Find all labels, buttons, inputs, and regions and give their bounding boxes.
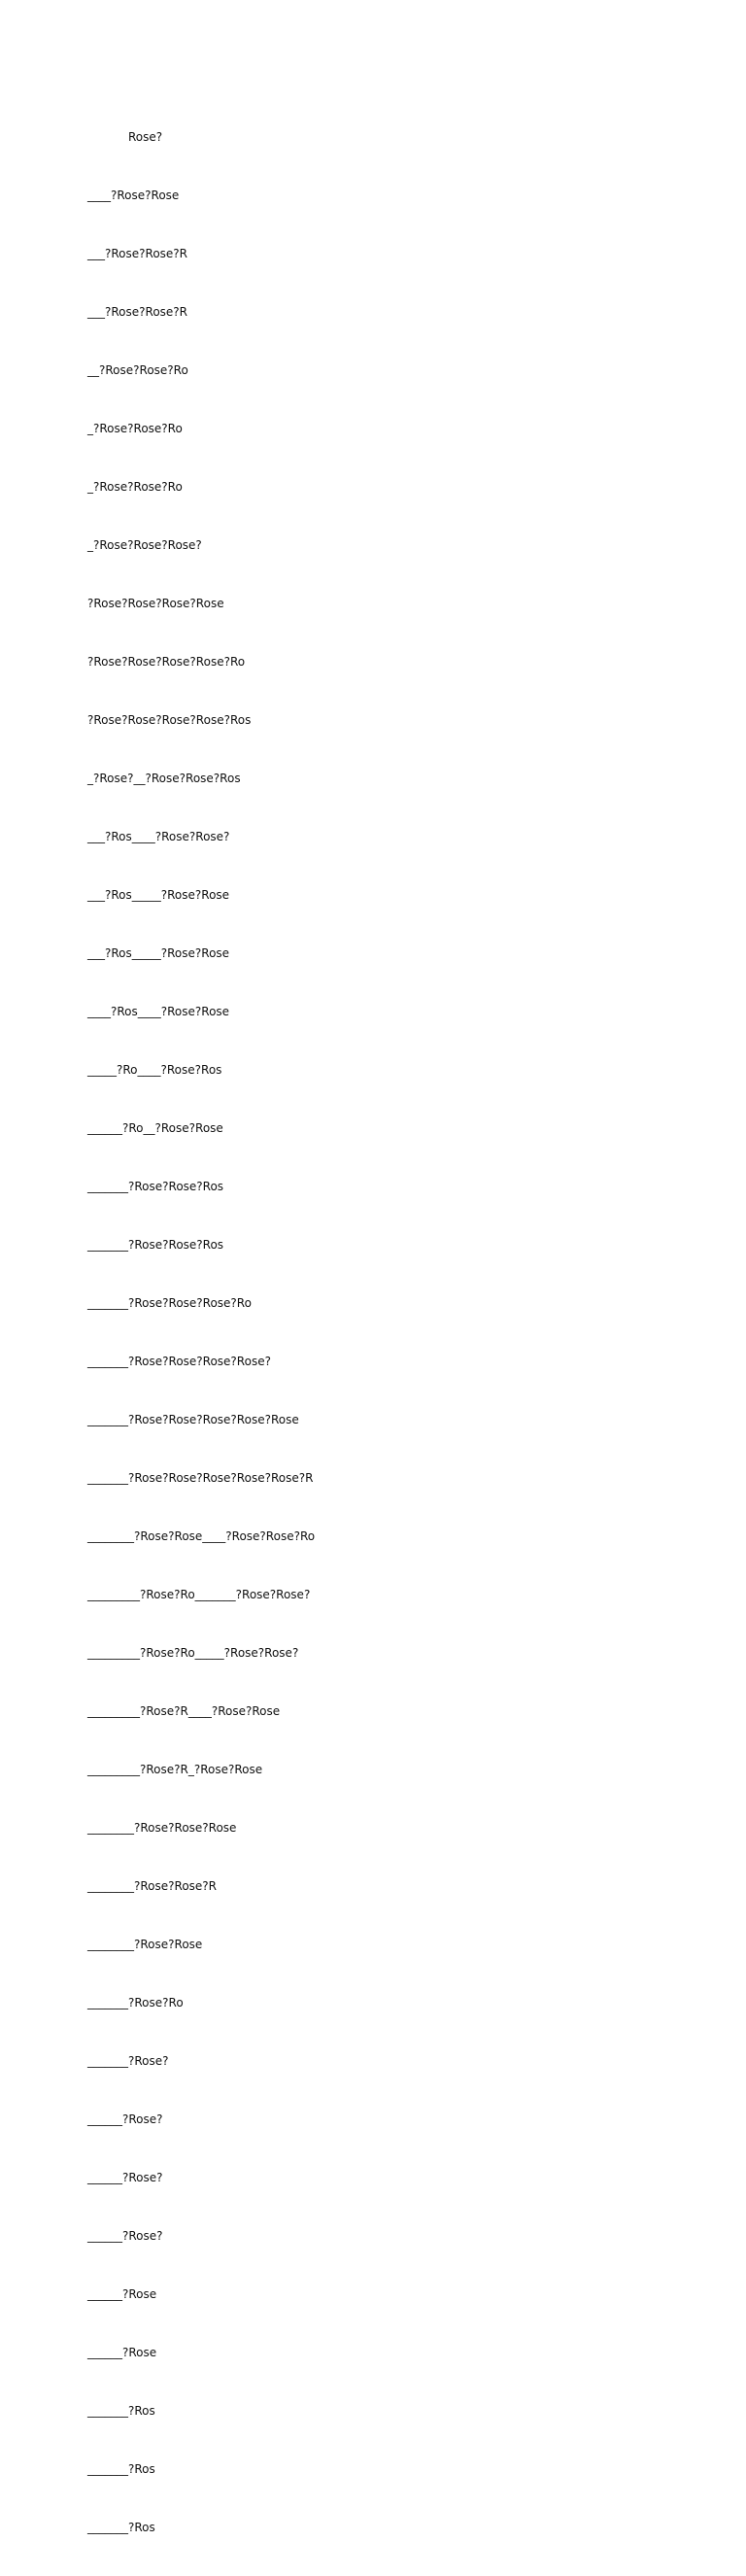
text-line-17: _____?Ro____?Rose?Ros [87, 1063, 222, 1077]
text-line-30: ________?Rose?Rose?Rose [87, 1821, 237, 1835]
rose-ascii-art-text [87, 88, 315, 2576]
text-line-10: ?Rose?Rose?Rose?Rose?Ro [87, 655, 246, 669]
text-line-25: ________?Rose?Rose____?Rose?Rose?Ro [87, 1529, 316, 1543]
text-line-42: _______?Ros [87, 2521, 155, 2534]
text-line-28: _________?Rose?R____?Rose?Rose [87, 1704, 281, 1718]
text-line-27: _________?Rose?Ro_____?Rose?Rose? [87, 1646, 299, 1660]
text-line-19: _______?Rose?Rose?Ros [87, 1180, 224, 1193]
text-line-33: _______?Rose?Ro [87, 1996, 184, 2009]
text-line-24: _______?Rose?Rose?Rose?Rose?Rose?R [87, 1471, 314, 1485]
text-line-22: _______?Rose?Rose?Rose?Rose? [87, 1355, 271, 1368]
text-line-31: ________?Rose?Rose?R [87, 1879, 217, 1893]
text-line-12: _?Rose?__?Rose?Rose?Ros [87, 772, 241, 785]
text-line-7: _?Rose?Rose?Ro [87, 480, 183, 494]
text-line-38: ______?Rose [87, 2287, 157, 2301]
text-line-37: ______?Rose? [87, 2229, 163, 2243]
text-line-41: _______?Ros [87, 2462, 155, 2476]
text-line-23: _______?Rose?Rose?Rose?Rose?Rose [87, 1413, 299, 1426]
text-line-16: ____?Ros____?Rose?Rose [87, 1005, 230, 1018]
text-line-13: ___?Ros____?Rose?Rose? [87, 830, 230, 843]
text-line-5: __?Rose?Rose?Ro [87, 363, 188, 377]
text-line-18: ______?Ro__?Rose?Rose [87, 1121, 223, 1135]
text-line-6: _?Rose?Rose?Ro [87, 422, 183, 435]
text-line-4: ___?Rose?Rose?R [87, 305, 187, 319]
text-line-29: _________?Rose?R_?Rose?Rose [87, 1763, 263, 1776]
text-line-15: ___?Ros_____?Rose?Rose [87, 946, 230, 960]
text-line-40: _______?Ros [87, 2404, 155, 2418]
text-line-39: ______?Rose [87, 2346, 157, 2359]
text-line-21: _______?Rose?Rose?Rose?Ro [87, 1296, 252, 1310]
text-line-34: _______?Rose? [87, 2054, 169, 2068]
text-line-1: Rose? [87, 130, 163, 144]
text-line-3: ___?Rose?Rose?R [87, 247, 187, 260]
text-line-26: _________?Rose?Ro_______?Rose?Rose? [87, 1588, 311, 1601]
text-line-2: ____?Rose?Rose [87, 189, 180, 202]
text-line-11: ?Rose?Rose?Rose?Rose?Ros [87, 713, 252, 727]
text-line-9: ?Rose?Rose?Rose?Rose [87, 597, 224, 610]
text-line-36: ______?Rose? [87, 2171, 163, 2184]
text-line-14: ___?Ros_____?Rose?Rose [87, 888, 230, 902]
text-line-32: ________?Rose?Rose [87, 1938, 203, 1951]
text-line-8: _?Rose?Rose?Rose? [87, 538, 202, 552]
text-line-20: _______?Rose?Rose?Ros [87, 1238, 224, 1252]
text-line-35: ______?Rose? [87, 2112, 163, 2126]
